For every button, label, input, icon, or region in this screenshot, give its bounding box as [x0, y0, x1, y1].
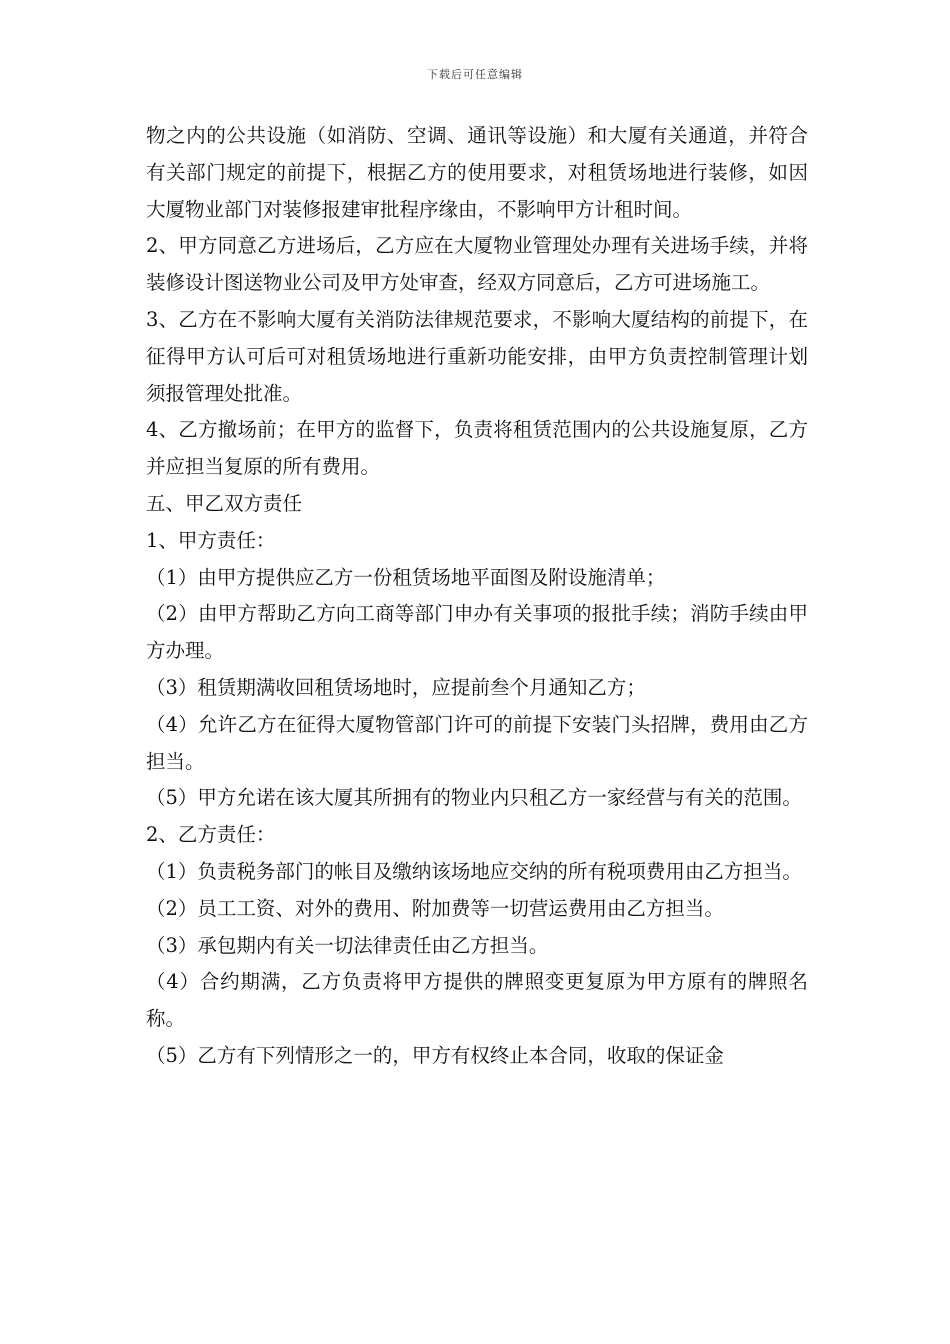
party-b-item-1: （1）负责税务部门的帐目及缴纳该场地应交纳的所有税项费用由乙方担当。: [146, 859, 802, 883]
page-header: 下载后可任意编辑: [427, 68, 523, 81]
party-a-item-2: （2）由甲方帮助乙方向工商等部门申办有关事项的报批手续；消防手续由甲方办理。: [146, 602, 808, 663]
party-a-item-4: （4）允许乙方在征得大厦物管部门许可的前提下安装门头招牌，费用由乙方担当。: [146, 712, 808, 773]
party-b-item-4: （4）合约期满，乙方负责将甲方提供的牌照变更复原为甲方原有的牌照名称。: [146, 970, 808, 1031]
paragraph-item-3: 3、乙方在不影响大厦有关消防法律规范要求，不影响大厦结构的前提下，在征得甲方认可后可对租赁场地进行重新功能安排，由甲方负责控制管理计划须报管理处批准。: [146, 307, 808, 405]
paragraph-item-4: 4、乙方撤场前；在甲方的监督下，负责将租赁范围内的公共设施复原，乙方并应担当复原的所有费用。: [146, 418, 808, 479]
subsection-party-a: 1、甲方责任：: [146, 528, 276, 552]
party-a-item-1: （1）由甲方提供应乙方一份租赁场地平面图及附设施清单；: [146, 565, 666, 589]
subsection-party-b: 2、乙方责任：: [146, 823, 276, 847]
document-body: [146, 118, 808, 1075]
paragraph-item-2: 2、甲方同意乙方进场后，乙方应在大厦物业管理处办理有关进场手续，并将装修设计图送物业公司及甲方处审查，经双方同意后，乙方可进场施工。: [146, 234, 808, 295]
party-a-item-5: （5）甲方允诺在该大厦其所拥有的物业内只租乙方一家经营与有关的范围。: [146, 786, 802, 810]
party-b-item-2: （2）员工工资、对外的费用、附加费等一切营运费用由乙方担当。: [146, 896, 724, 920]
section-heading: 五、甲乙双方责任: [146, 491, 303, 515]
party-b-item-5: （5）乙方有下列情形之一的，甲方有权终止本合同，收取的保证金: [146, 1043, 724, 1067]
party-a-item-3: （3）租赁期满收回租赁场地时，应提前叁个月通知乙方；: [146, 675, 646, 699]
paragraph-continuation: 物之内的公共设施（如消防、空调、通讯等设施）和大厦有关通道，并符合有关部门规定的前提下，根据乙方的使用要求，对租赁场地进行装修，如因大厦物业部门对装修报建审批程序缘由，不影响甲方计租时间。: [146, 124, 808, 221]
party-b-item-3: （3）承包期内有关一切法律责任由乙方担当。: [146, 933, 549, 957]
